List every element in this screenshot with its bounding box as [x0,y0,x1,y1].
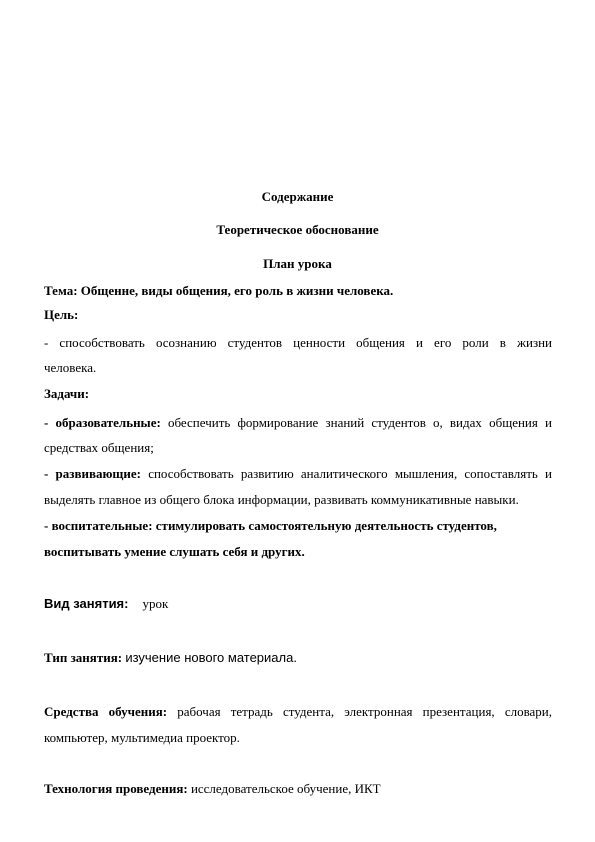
lesson-type-line [44,645,552,670]
dev-text-line2: выделять главное из общего блока информации, развивать коммуникативные навыки. [44,492,519,507]
upbr-line2: воспитывать умение слушать себя и других. [44,544,305,559]
means-text-line1: рабочая тетрадь студента, электронная презентация, словари, [177,704,553,719]
tech-label: Технология проведения: [44,781,188,796]
upbr-line1: - воспитательные: стимулировать самостоятельную деятельность студентов, [44,518,497,533]
lesson-kind-line [44,591,552,616]
plan-title: План урока [263,256,332,271]
topic-line: Тема: Общенне, виды общения, его роль в жизни человека. [44,283,394,298]
lesson-kind-label: Вид занятия: [44,596,129,611]
dev-label: - развивающие: [44,466,142,481]
tech-line [44,776,552,801]
goal-text-line2: человека. [44,360,97,375]
dev-text-line1: способствовать развитию аналитического мышления, сопоставлять и [148,466,552,481]
edu-line1 [44,410,552,435]
edu-text-line1: обеспечить формирование знаний студентов о, видах общения и [167,415,552,430]
means-line1 [44,699,552,724]
toc-title: Содержание [261,189,334,204]
lesson-kind-value: урок [142,596,169,611]
dev-line1 [44,461,552,486]
theory-title: Теоретическое обоснование [216,222,379,237]
goal-label: Цель: [44,307,79,322]
tech-value: исследовательское обучение, ИКТ [190,781,381,796]
lesson-type-value: изучение нового материала. [125,650,297,665]
edu-text-line2: средствах общения; [44,440,154,455]
means-text-line2: компьютер, мультимедиа проектор. [44,730,240,745]
edu-label: - образовательные: [44,415,161,430]
goal-text-line1: - способствовать осознанию студентов ценности общения и его роли в жизни [44,335,552,350]
lesson-type-label: Тип занятия: [44,650,123,665]
tasks-label: Задачи: [44,386,90,401]
means-label: Средства обучения: [44,704,168,719]
